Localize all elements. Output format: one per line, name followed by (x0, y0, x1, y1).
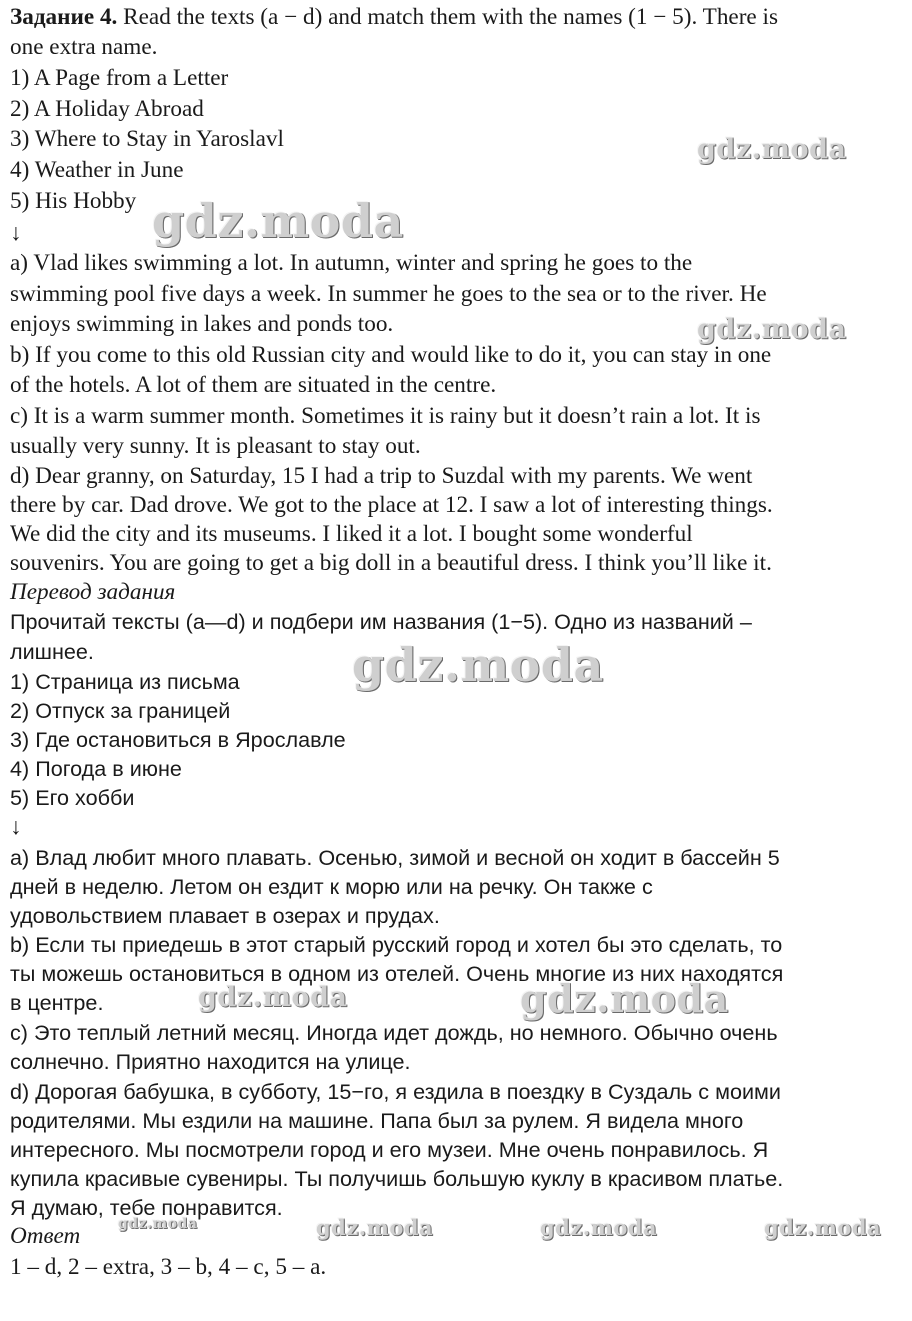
task-heading-line (10, 3, 778, 32)
text-line-en: c) It is a warm summer month. Sometimes it is rainy but it doesn’t rain a lot. It is (10, 403, 761, 429)
text-line-ru: дней в неделю. Летом он ездит к морю или на речку. Он также с (10, 874, 653, 899)
name-item-ru: 5) Его хобби (10, 785, 135, 810)
translation-instruction-line: Прочитай тексты (a—d) и подбери им названия (1−5). Одно из названий – (10, 609, 752, 634)
watermark-logo: gdz.moda (764, 1215, 882, 1240)
down-arrow-icon: ↓ (10, 814, 22, 840)
name-item-ru: 2) Отпуск за границей (10, 698, 231, 723)
text-line-en: swimming pool five days a week. In summer he goes to the sea or to the river. He (10, 281, 767, 307)
text-line-en: of the hotels. A lot of them are situated in the centre. (10, 372, 497, 398)
text-line-ru: удовольствием плавает в озерах и прудах. (10, 903, 440, 928)
text-line-ru: a) Влад любит много плавать. Осенью, зимой и весной он ходит в бассейн 5 (10, 845, 780, 870)
name-item-ru: 1) Страница из письма (10, 669, 240, 694)
task-label: Задание 4. (10, 4, 118, 30)
name-item-en: 4) Weather in June (10, 157, 184, 183)
text-line-en: a) Vlad likes swimming a lot. In autumn, winter and spring he goes to the (10, 250, 693, 276)
translation-heading: Перевод задания (10, 579, 176, 605)
text-line-ru: солнечно. Приятно находится на улице. (10, 1049, 411, 1074)
down-arrow-icon: ↓ (10, 220, 22, 246)
name-item-en: 2) A Holiday Abroad (10, 96, 204, 122)
name-item-ru: 4) Погода в июне (10, 756, 182, 781)
name-item-en: 1) A Page from a Letter (10, 65, 229, 91)
text-line-ru: родителями. Мы ездили на машине. Папа был за рулем. Я видела много (10, 1108, 744, 1133)
watermark-logo: gdz.moda (520, 976, 729, 1021)
watermark-logo: gdz.moda (540, 1215, 658, 1240)
watermark-logo: gdz.moda (152, 194, 404, 248)
text-line-en: there by car. Dad drove. We got to the place at 12. I saw a lot of interesting things. (10, 492, 773, 518)
watermark-logo: gdz.moda (118, 1216, 198, 1232)
name-item-en: 5) His Hobby (10, 188, 137, 214)
text-line-en: d) Dear granny, on Saturday, 15 I had a trip to Suzdal with my parents. We went (10, 463, 753, 489)
watermark-logo: gdz.moda (697, 314, 847, 345)
text-line-ru: b) Если ты приедешь в этот старый русский город и хотел бы это сделать, то (10, 932, 783, 957)
watermark-logo: gdz.moda (198, 982, 348, 1013)
text-line-ru: купила красивые сувениры. Ты получишь большую куклу в красивом платье. (10, 1166, 784, 1191)
text-line-en: souvenirs. You are going to get a big doll in a beautiful dress. I think you’ll like it. (10, 550, 772, 576)
task-instruction-part1: Read the texts (a − d) and match them with the names (1 − 5). There is (117, 4, 778, 30)
translation-instruction-line: лишнее. (10, 639, 94, 664)
name-item-en: 3) Where to Stay in Yaroslavl (10, 126, 284, 152)
answer-heading: Ответ (10, 1223, 81, 1249)
watermark-logo: gdz.moda (352, 638, 604, 692)
task-instruction-line2: one extra name. (10, 34, 158, 60)
watermark-logo: gdz.moda (697, 134, 847, 165)
text-line-ru: d) Дорогая бабушка, в субботу, 15−го, я ездила в поездку в Суздаль с моими (10, 1079, 781, 1104)
name-item-ru: 3) Где остановиться в Ярославле (10, 727, 346, 752)
watermark-logo: gdz.moda (316, 1215, 434, 1240)
text-line-en: We did the city and its museums. I liked it a lot. I bought some wonderful (10, 521, 693, 547)
text-line-ru: интересного. Мы посмотрели город и его музеи. Мне очень понравилось. Я (10, 1137, 769, 1162)
answer-text: 1 – d, 2 – extra, 3 – b, 4 – c, 5 – a. (10, 1254, 327, 1280)
text-line-ru: в центре. (10, 990, 104, 1015)
text-line-ru: c) Это теплый летний месяц. Иногда идет дождь, но немного. Обычно очень (10, 1020, 778, 1045)
text-line-en: b) If you come to this old Russian city and would like to do it, you can stay in one (10, 342, 772, 368)
text-line-ru: Я думаю, тебе понравится. (10, 1195, 283, 1220)
text-line-en: enjoys swimming in lakes and ponds too. (10, 311, 394, 337)
text-line-en: usually very sunny. It is pleasant to stay out. (10, 433, 421, 459)
text-line-ru: ты можешь остановиться в одном из отелей. Очень многие из них находятся (10, 961, 784, 986)
